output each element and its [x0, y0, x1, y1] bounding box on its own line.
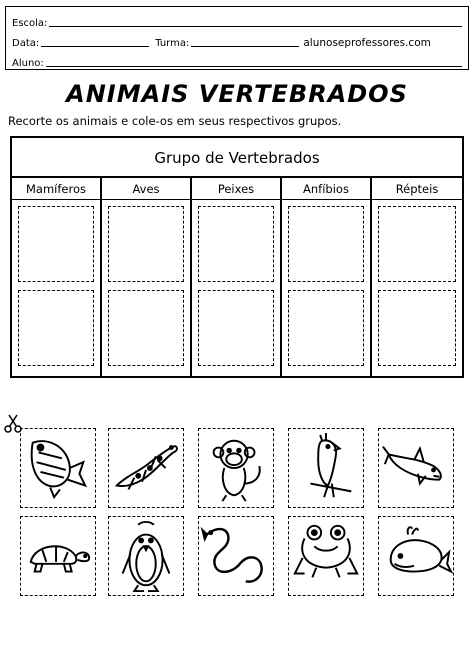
cutout-card[interactable]: [20, 428, 96, 508]
paste-slot[interactable]: [108, 290, 184, 366]
paste-slot[interactable]: [18, 206, 94, 282]
cutout-card[interactable]: [288, 428, 364, 508]
column-header: Aves: [102, 178, 190, 200]
turtle-icon: [21, 517, 95, 595]
instruction-text: Recorte os animais e cole-os em seus respectivos grupos.: [8, 114, 342, 128]
paste-slot[interactable]: [18, 290, 94, 366]
cutout-card[interactable]: [108, 516, 184, 596]
student-label: Aluno:: [12, 58, 44, 69]
paste-slot[interactable]: [378, 290, 456, 366]
vertebrate-table: [10, 136, 464, 378]
column-header: Peixes: [192, 178, 280, 200]
cutout-card[interactable]: [378, 428, 454, 508]
date-label: Data:: [12, 38, 40, 49]
column-repteis: [372, 178, 462, 376]
paste-slot[interactable]: [108, 206, 184, 282]
column-peixes: [192, 178, 282, 376]
salamander-icon: [109, 429, 183, 507]
class-label: Turma:: [155, 38, 190, 49]
penguin-icon: [109, 517, 183, 595]
parrot-icon: [289, 429, 363, 507]
page-title: ANIMAIS VERTEBRADOS: [66, 80, 408, 108]
table-title: Grupo de Vertebrados: [12, 138, 462, 178]
header-box: [5, 6, 469, 70]
cutout-card[interactable]: [20, 516, 96, 596]
cutout-card[interactable]: [288, 516, 364, 596]
paste-slot[interactable]: [288, 206, 364, 282]
student-line: [12, 49, 462, 69]
cutout-card[interactable]: [378, 516, 454, 596]
cutout-card[interactable]: [108, 428, 184, 508]
school-field[interactable]: [49, 26, 462, 27]
paste-slot[interactable]: [378, 206, 456, 282]
cutout-card[interactable]: [198, 516, 274, 596]
school-label: Escola:: [12, 18, 48, 29]
whale-icon: [379, 517, 453, 595]
column-anfibios: [282, 178, 372, 376]
column-header: Mamíferos: [12, 178, 100, 200]
fish-icon: [21, 429, 95, 507]
snake-icon: [199, 517, 273, 595]
shark-icon: [379, 429, 453, 507]
paste-slot[interactable]: [198, 206, 274, 282]
paste-slot[interactable]: [198, 290, 274, 366]
monkey-icon: [199, 429, 273, 507]
column-mamiferos: [12, 178, 102, 376]
column-header: Répteis: [372, 178, 462, 200]
column-header: Anfíbios: [282, 178, 370, 200]
paste-slot[interactable]: [288, 290, 364, 366]
student-field[interactable]: [46, 66, 462, 67]
column-aves: [102, 178, 192, 376]
school-line: [12, 9, 462, 29]
site-name: alunoseprofessores.com: [303, 37, 431, 49]
date-class-line: [12, 29, 462, 49]
cutout-card[interactable]: [198, 428, 274, 508]
date-field[interactable]: [41, 46, 149, 47]
class-field[interactable]: [191, 46, 299, 47]
frog-icon: [289, 517, 363, 595]
